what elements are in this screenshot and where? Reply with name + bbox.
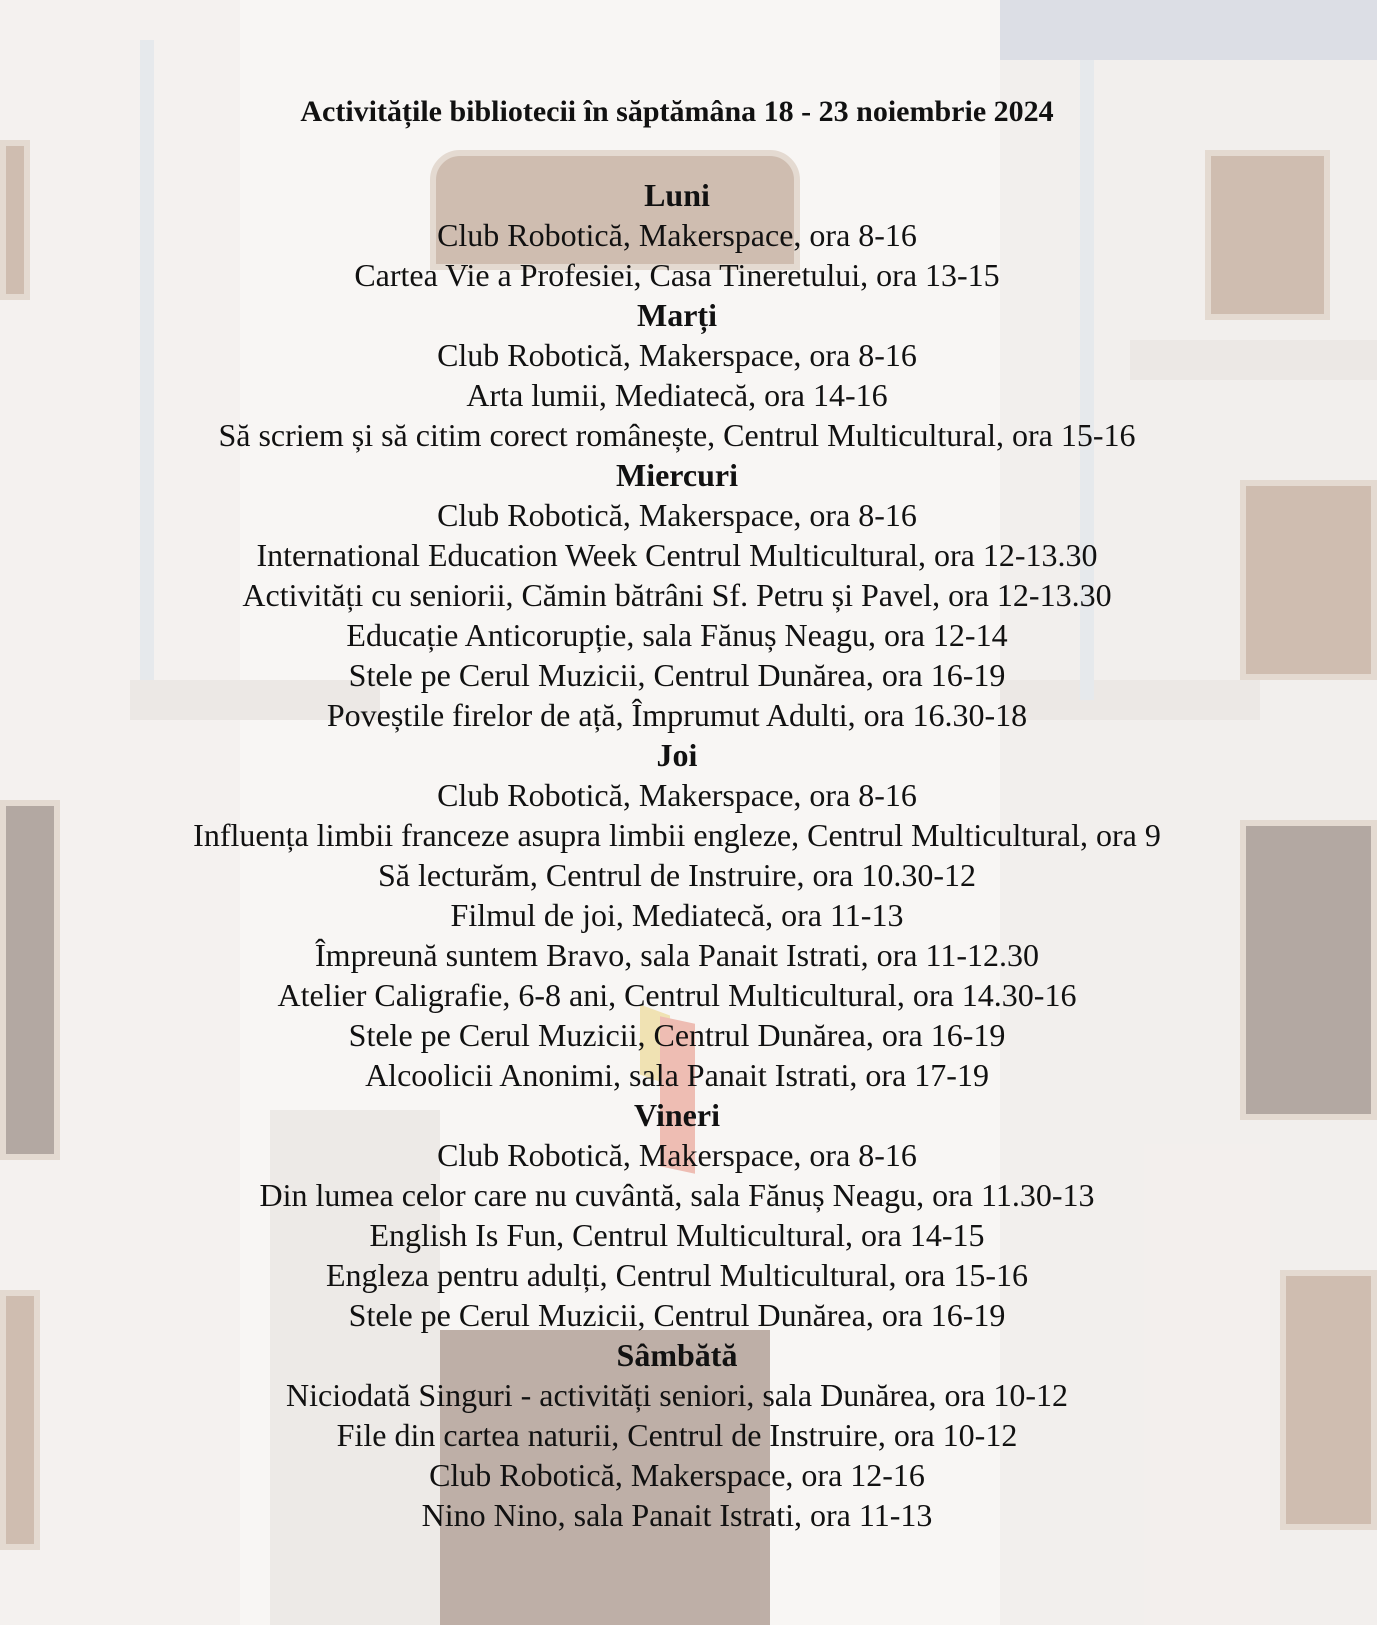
activity-item: Să lecturăm, Centrul de Instruire, ora 10.30-12 (377, 857, 977, 893)
activity-item: Club Robotică, Makerspace, ora 12-16 (429, 1457, 925, 1493)
day-heading: Miercuri (615, 457, 738, 493)
activity-item: Din lumea celor care nu cuvântă, sala Fănuș Neagu, ora 11.30-13 (259, 1177, 1095, 1213)
day-heading: Vineri (634, 1097, 720, 1133)
activity-item: Filmul de joi, Mediatecă, ora 11-13 (450, 897, 904, 933)
activity-item: Cartea Vie a Profesiei, Casa Tineretului, ora 13-15 (354, 257, 1000, 293)
activity-item: Club Robotică, Makerspace, ora 8-16 (437, 777, 917, 813)
activity-item: Împreună suntem Bravo, sala Panait Istrati, ora 11-12.30 (315, 937, 1039, 973)
day-heading: Sâmbătă (616, 1337, 738, 1373)
activity-item: Stele pe Cerul Muzicii, Centrul Dunărea, ora 16-19 (348, 657, 1006, 693)
day-heading: Luni (644, 177, 710, 213)
activity-item: Poveștile firelor de ață, Împrumut Adulti, ora 16.30-18 (326, 697, 1028, 733)
activity-item: Nino Nino, sala Panait Istrati, ora 11-13 (421, 1497, 933, 1533)
activity-item: Educație Anticorupție, sala Fănuș Neagu, ora 12-14 (346, 617, 1008, 653)
activity-item: Engleza pentru adulți, Centrul Multicultural, ora 15-16 (325, 1257, 1029, 1293)
activity-item: Să scriem și să citim corect românește, Centrul Multicultural, ora 15-16 (218, 417, 1136, 453)
activity-item: Atelier Caligrafie, 6-8 ani, Centrul Multicultural, ora 14.30-16 (277, 977, 1077, 1013)
activity-item: International Education Week Centrul Multicultural, ora 12-13.30 (256, 537, 1098, 573)
activity-item: Stele pe Cerul Muzicii, Centrul Dunărea, ora 16-19 (348, 1297, 1006, 1333)
day-heading: Joi (656, 737, 698, 773)
weekly-schedule (0, 175, 1354, 1535)
activity-item: Arta lumii, Mediatecă, ora 14-16 (466, 377, 888, 413)
activity-item: Club Robotică, Makerspace, ora 8-16 (437, 217, 917, 253)
activity-item: Club Robotică, Makerspace, ora 8-16 (437, 337, 917, 373)
activity-item: Stele pe Cerul Muzicii, Centrul Dunărea, ora 16-19 (348, 1017, 1006, 1053)
day-heading: Marți (637, 297, 717, 333)
page-title: Activitățile bibliotecii în săptămâna 18 - 23 noiembrie 2024 (300, 95, 1054, 128)
activity-item: Niciodată Singuri - activități seniori, sala Dunărea, ora 10-12 (286, 1377, 1068, 1413)
activity-item: Alcoolicii Anonimi, sala Panait Istrati, ora 17-19 (365, 1057, 989, 1093)
activity-item: Influența limbii franceze asupra limbii engleze, Centrul Multicultural, ora 9 (193, 817, 1161, 853)
activity-item: Club Robotică, Makerspace, ora 8-16 (437, 497, 917, 533)
activity-item: English Is Fun, Centrul Multicultural, ora 14-15 (369, 1217, 985, 1253)
activity-item: Activități cu seniorii, Cămin bătrâni Sf. Petru și Pavel, ora 12-13.30 (242, 577, 1112, 613)
activity-item: Club Robotică, Makerspace, ora 8-16 (437, 1137, 917, 1173)
activity-item: File din cartea naturii, Centrul de Instruire, ora 10-12 (336, 1417, 1018, 1453)
